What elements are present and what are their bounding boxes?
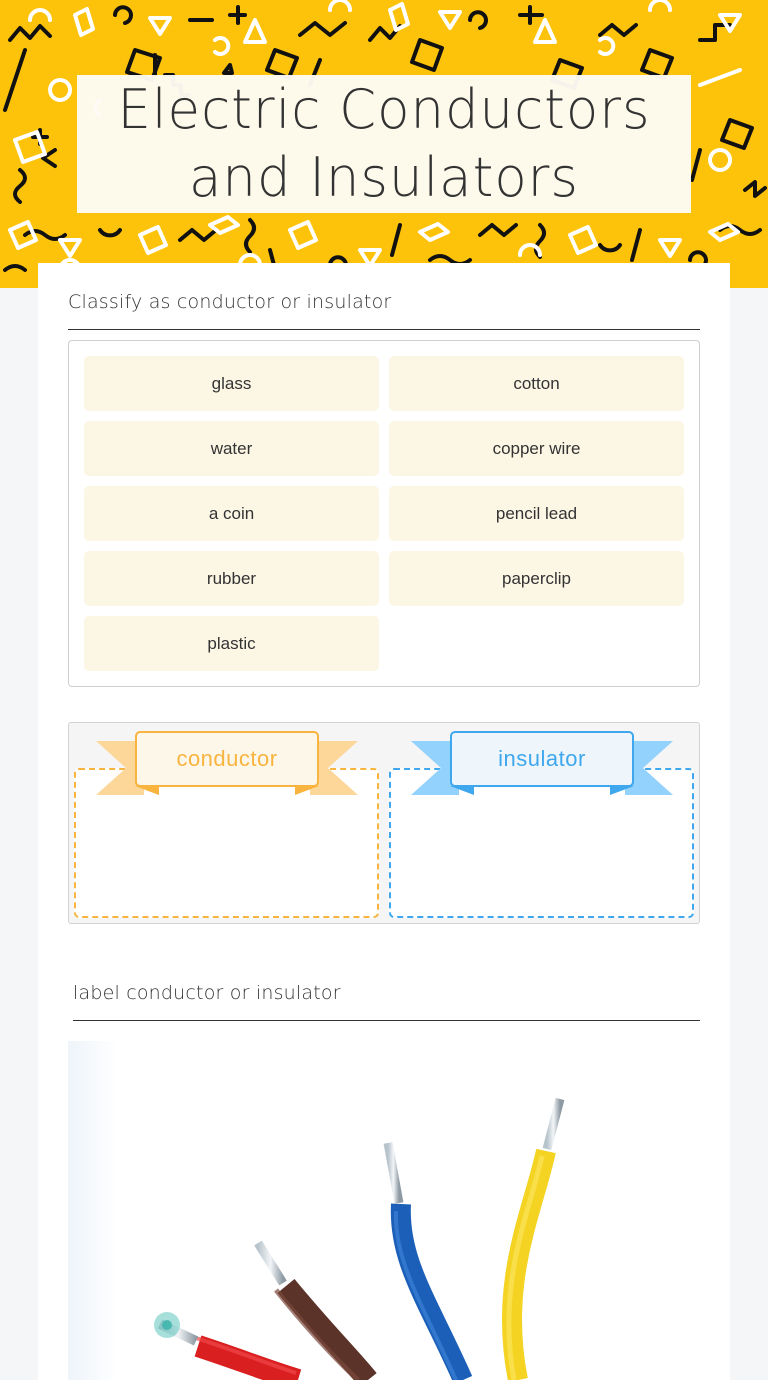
classify-section-divider [68,329,700,330]
conductor-ribbon [96,731,358,797]
drag-item-cotton[interactable]: cotton [389,356,684,411]
drag-item-glass[interactable]: glass [84,356,379,411]
drag-item-pencil-lead[interactable]: pencil lead [389,486,684,541]
title-box [77,75,691,213]
label-section-divider [73,1020,700,1021]
insulator-ribbon [411,731,673,797]
page-title [117,76,650,212]
classify-section-title: Classify as conductor or insulator [68,291,392,313]
drag-item-water[interactable]: water [84,421,379,476]
conductor-category-label: conductor [176,745,278,771]
drag-item-paperclip[interactable]: paperclip [389,551,684,606]
drag-item-copper-wire[interactable]: copper wire [389,421,684,476]
hotspot-dot-icon[interactable] [154,1312,180,1338]
insulator-category-label: insulator [498,745,586,771]
page-title-line-2: and Insulators [189,146,579,209]
worksheet-card [38,263,730,1380]
drag-item-plastic[interactable]: plastic [84,616,379,671]
drag-item-rubber[interactable]: rubber [84,551,379,606]
header-banner [0,0,768,288]
page-title-line-1: Electric Conductors [117,78,651,141]
classification-drop-area [68,722,700,924]
label-section-title: label conductor or insulator [73,982,341,1004]
draggable-items-bank [68,340,700,687]
drag-item-a-coin[interactable]: a coin [84,486,379,541]
